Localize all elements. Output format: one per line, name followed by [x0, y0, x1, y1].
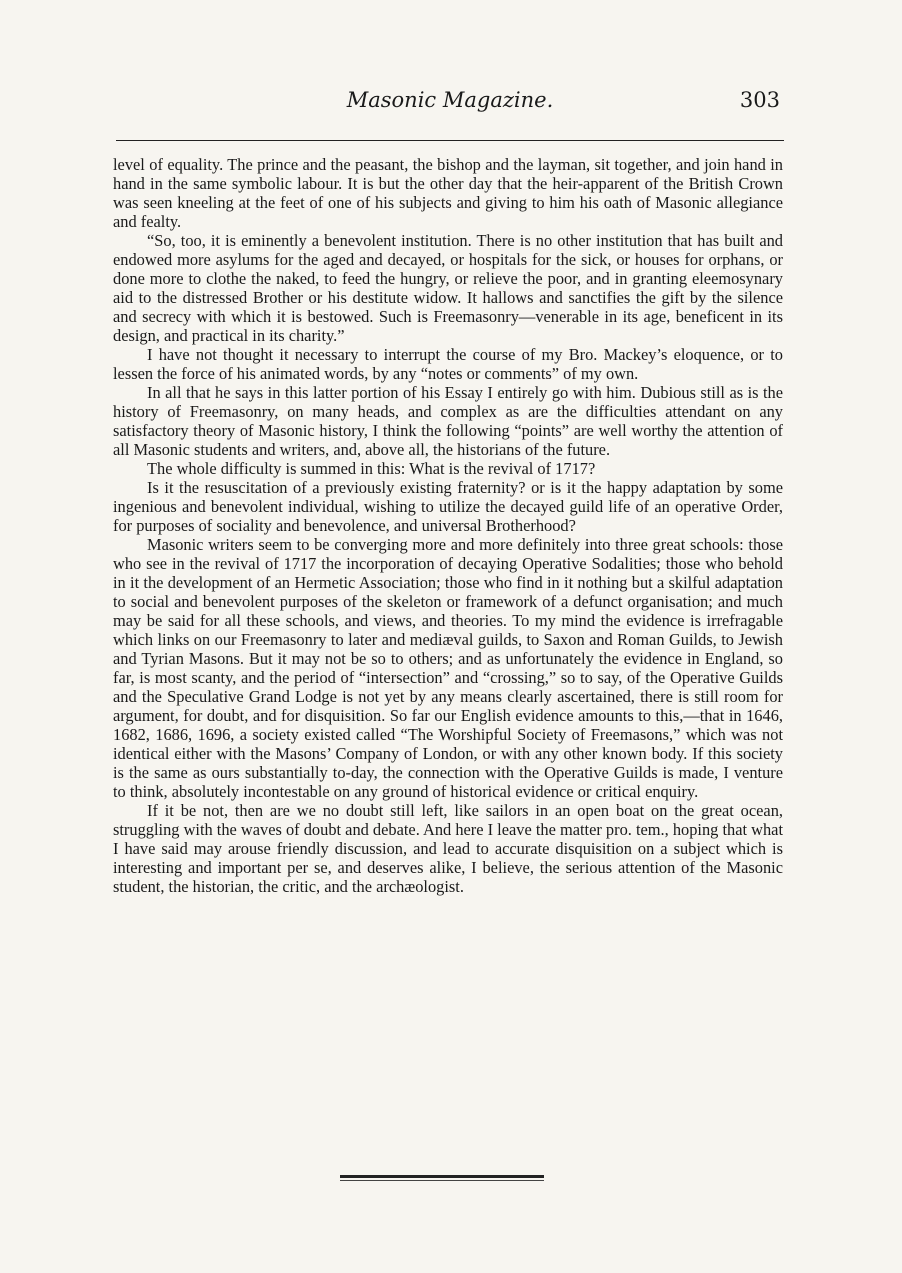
paragraph: If it be not, then are we no doubt still left, like sailors in an open boat on the great ocean, struggling with the waves of doubt and debate. And here I leave the matter pro. tem., hoping that what I have said may arouse friendly discussion, and lead to accurate disquisition on a subject which is interesting and important per se, and deserves alike, I believe, the serious attention of the Masonic student, the historian, the critic, and the archæologist.: [113, 801, 784, 896]
end-rule: [340, 1175, 544, 1178]
running-head: [120, 88, 780, 122]
header-rule: [116, 140, 784, 141]
paragraph: I have not thought it necessary to interrupt the course of my Bro. Mackey’s eloquence, or to lessen the force of his animated words, by any “notes or comments” of my own.: [113, 345, 783, 383]
paragraph: level of equality. The prince and the peasant, the bishop and the layman, sit together, and join hand in hand in the same symbolic labour. It is but the other day that the heir-apparent of the British Crown was seen kneeling at the feet of one of his subjects and giving to him his oath of Masonic allegiance and fealty.: [113, 155, 783, 231]
paragraph: Masonic writers seem to be converging more and more definitely into three great schools: those who see in the revival of 1717 the incorporation of decaying Operative Sodalities; those who behold in it the development of an Hermetic Association; those who find in it nothing but a skilful adaptation to social and benevolent purposes of the skeleton or framework of a defunct organisation; and much may be said for all these schools, and views, and theories. To my mind the evidence is irrefragable which links on our Freemasonry to later and mediæval guilds, to Saxon and Roman Guilds, to Jewish and Tyrian Masons. But it may not be so to others; and as unfortunately the evidence in England, so far, is most scanty, and the period of “intersection” and “crossing,” so to say, of the Operative Guilds and the Speculative Grand Lodge is not yet by any means clearly ascertained, there is still room for argument, for doubt, and for disquisition. So far our English evidence amounts to this,—that in 1646, 1682, 1686, 1696, a society existed called “The Worshipful Society of Freemasons,” which was not identical either with the Masons’ Company of London, or with any other known body. If this society is the same as ours substantially to-day, the connection with the Operative Guilds is made, I venture to think, absolutely incontestable on any ground of historical evidence or critical enquiry.: [113, 535, 783, 801]
end-rule-thin: [340, 1180, 544, 1181]
paragraph: The whole difficulty is summed in this: What is the revival of 1717?: [147, 459, 596, 478]
page-number: 303: [739, 88, 780, 112]
article-body: [113, 155, 783, 896]
paragraph: “So, too, it is eminently a benevolent institution. There is no other institution that has built and endowed more asylums for the aged and decayed, or hospitals for the sick, or houses for orphans, or done more to clothe the naked, to feed the hungry, or relieve the poor, and in granting eleemosynary aid to the distressed Brother or his destitute widow. It hallows and sanctifies the gift by the silence and secrecy with which it is bestowed. Such is Freemasonry—venerable in its age, beneficent in its design, and practical in its charity.”: [113, 231, 783, 345]
paragraph: Is it the resuscitation of a previously existing fraternity? or is it the happy adaptation by some ingenious and benevolent individual, wishing to utilize the decayed guild life of an operative Order, for purposes of sociality and benevolence, and universal Brotherhood?: [113, 478, 783, 535]
paragraph: In all that he says in this latter portion of his Essay I entirely go with him. Dubious still as is the history of Freemasonry, on many heads, and complex as are the difficulties attendant on any satisfactory theory of Masonic history, I think the following “points” are well worthy the attention of all Masonic students and writers, and, above all, the historians of the future.: [113, 383, 783, 459]
page-title: Masonic Magazine.: [346, 88, 554, 112]
